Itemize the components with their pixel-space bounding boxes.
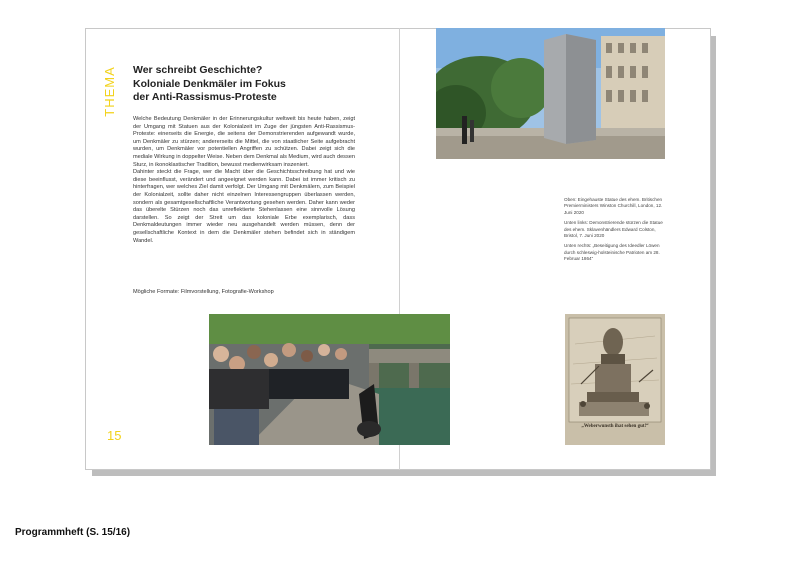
engraving-caption: „Weberwunsth ihat sehen gut!“ [581,424,649,429]
body-paragraph: Dahinter steckt die Frage, wer die Macht über die Geschichtsschreibung hat und wie diese beeinflusst, verändert und angeeignet werden kann. Dabei ist immer kritisch zu hinterfragen, wer welches Ziel damit verfolgt. Der Umgang mit Denkmälern, zum Beispiel der Kolonialzeit, sollte daher nicht einzelnen Interessengruppen überlassen werden, sondern als gesamtgesellschaftliche Verantwortung gesehen werden. Daher kann weder das überelte Stürzen noch das unreflektierte Stehenlassen eine sinnvolle Lösung darstellen. So zeigt der Streit um das koloniale Erbe exemplarisch, dass Denkmaldeutungen immer wieder neu ausgehandelt werden müssen, denn der gesellschaftliche Kontext in dem die Denkmäler stehen befindet sich in ständigem Wandel. [133,169,355,244]
body-paragraph: Welche Bedeutung Denkmäler in der Erinnerungskultur weltweit bis heute haben, zeigt der Umgang mit Statuen aus der Kolonialzeit im Zuge der jüngsten Anti-Rassismus-Proteste: einerseits die Energie, die seitens der Demonstrierenden aufgewandt wurde, um Denkmäler zu stürzen; andererseits die Mittel, die von staatlicher Seite aufgebracht wurden, um Denkmäler vor potentiellen Angriffen zu schützen. Dabei zeigt sich die mediale Wirkung in doppelter Weise. Neben dem Denkmal als Medium, wird auch dessen Sturz, in ikonoklastischer Tradition, bewusst medienwirksam inszeniert. [133,116,355,168]
photo-boxed-statue [436,28,665,159]
title-line: Koloniale Denkmäler im Fokus [133,77,286,90]
title-line: Wer schreibt Geschichte? [133,64,263,76]
section-label [101,62,122,122]
article-body [133,116,355,245]
footer-label: Programmheft (S. 15/16) [15,527,131,538]
photo-captions [564,197,668,267]
page-number: 15 [107,428,122,443]
caption-bottom-left: Unten links: Demonstrierende stürzen die Statue des ehem. Sklavenhändlers Edward Colston, Bristol, 7. Juni 2020 [564,220,663,239]
caption-bottom-right: Unten rechts: „Beseitigung des Ideedler Löwen durch schleswig-holsteinische Patrioten am 28. Februar 1864“ [564,243,660,262]
title-line: der Anti-Rassismus-Proteste [133,91,277,103]
article-title [133,64,353,105]
formats-line: Mögliche Formate: Filmvorstellung, Fotografie-Workshop [133,289,274,295]
photo-protest [209,314,450,445]
section-label-text: THEMA [101,66,117,117]
caption-top: Oben: Eingehauste Statue des ehem. Britischen Premierministers Winston Churchill, London, 12. Juni 2020 [564,197,663,215]
